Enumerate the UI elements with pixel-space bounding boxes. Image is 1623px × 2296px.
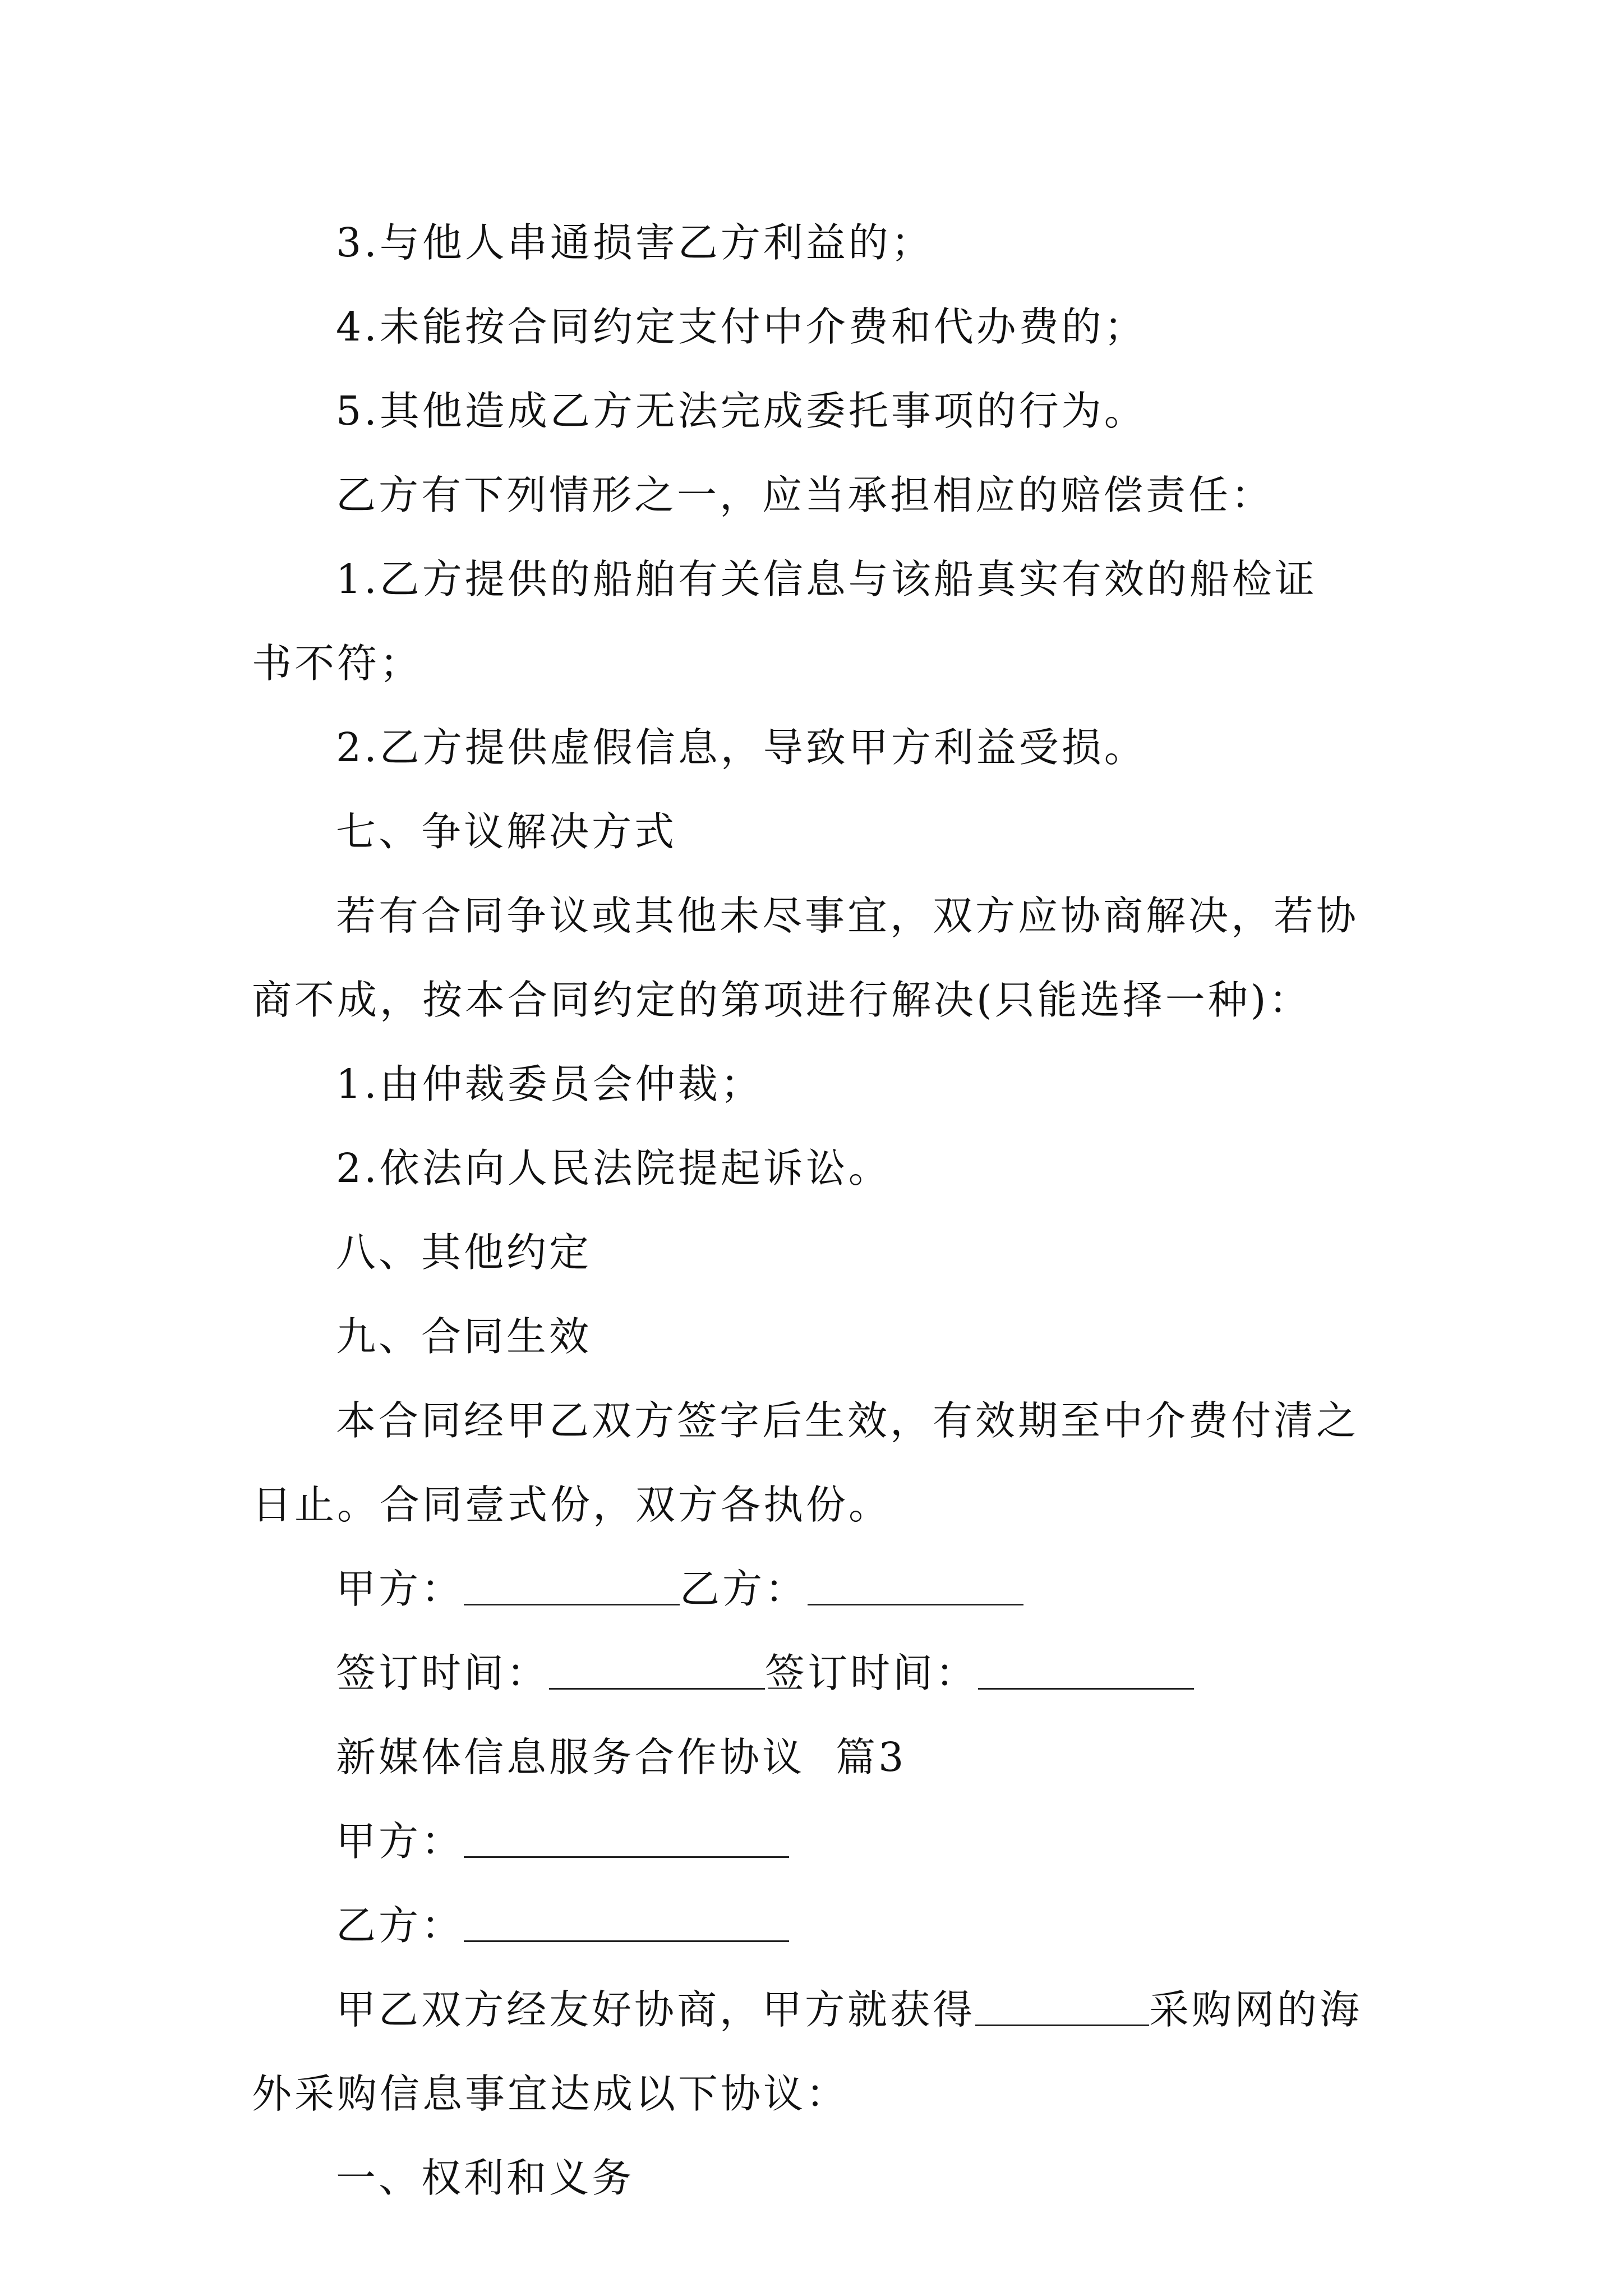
sign-date-b-blank[interactable] — [978, 1640, 1194, 1690]
section-7-title: 七、争议解决方式 — [336, 808, 677, 855]
breach-item-4: 4.未能按合同约定支付中介费和代办费的； — [336, 303, 1147, 350]
section-7-para-line2: 商不成，按本合同约定的第项进行解决(只能选择一种)： — [252, 977, 1312, 1023]
signature-dates-row — [252, 1640, 1380, 1724]
next-intro-text-a: 甲乙双方经友好协商，甲方就获得 — [336, 1986, 976, 2033]
sign-date-a-label: 签订时间： — [336, 1650, 550, 1696]
sign-date-b-label: 签订时间： — [765, 1650, 979, 1696]
sign-date-a-blank[interactable] — [549, 1640, 765, 1690]
breach-item-5: 5.其他造成乙方无法完成委托事项的行为。 — [336, 388, 1147, 434]
next-party-b-row — [252, 1892, 1380, 1976]
next-intro-line1 — [252, 1976, 1380, 2060]
sign-party-b-blank[interactable] — [808, 1556, 1023, 1605]
breach-item-3: 3.与他人串通损害乙方利益的； — [336, 219, 934, 266]
document-body — [252, 209, 1380, 2229]
next-agreement-title: 新媒体信息服务合作协议 篇3 — [336, 1734, 907, 1780]
section-8-title: 八、其他约定 — [336, 1229, 592, 1276]
next-party-a-label: 甲方： — [336, 1818, 464, 1865]
party-b-liability-intro: 乙方有下列情形之一，应当承担相应的赔偿责任： — [336, 472, 1274, 518]
next-intro-blank[interactable] — [975, 1976, 1149, 2026]
section-7-para-line1: 若有合同争议或其他未尽事宜，双方应协商解决，若协 — [336, 892, 1359, 939]
signature-parties-row — [252, 1556, 1380, 1640]
party-b-item-1-line2: 书不符； — [252, 640, 423, 687]
section-9-para-line1: 本合同经甲乙双方签字后生效，有效期至中介费付清之 — [336, 1397, 1359, 1444]
section-7-option-1: 1.由仲裁委员会仲裁； — [336, 1061, 763, 1107]
section-9-para-line2: 日止。合同壹式份，双方各执份。 — [252, 1481, 892, 1528]
section-9-title: 九、合同生效 — [336, 1313, 592, 1360]
next-section-1-title: 一、权利和义务 — [336, 2155, 635, 2201]
party-b-item-2: 2.乙方提供虚假信息，导致甲方利益受损。 — [336, 724, 1147, 771]
next-party-b-label: 乙方： — [336, 1902, 464, 1949]
next-party-b-blank[interactable] — [464, 1892, 789, 1942]
next-party-a-row — [252, 1808, 1380, 1892]
next-intro-text-b: 采购网的海 — [1149, 1986, 1363, 2033]
section-7-option-2: 2.依法向人民法院提起诉讼。 — [336, 1145, 891, 1191]
next-party-a-blank[interactable] — [464, 1808, 789, 1858]
sign-party-a-blank[interactable] — [464, 1556, 680, 1605]
sign-party-a-label: 甲方： — [336, 1566, 464, 1612]
next-intro-line2: 外采购信息事宜达成以下协议： — [252, 2070, 849, 2117]
sign-party-b-label: 乙方： — [680, 1566, 808, 1612]
party-b-item-1-line1: 1.乙方提供的船舶有关信息与该船真实有效的船检证 — [336, 556, 1317, 602]
